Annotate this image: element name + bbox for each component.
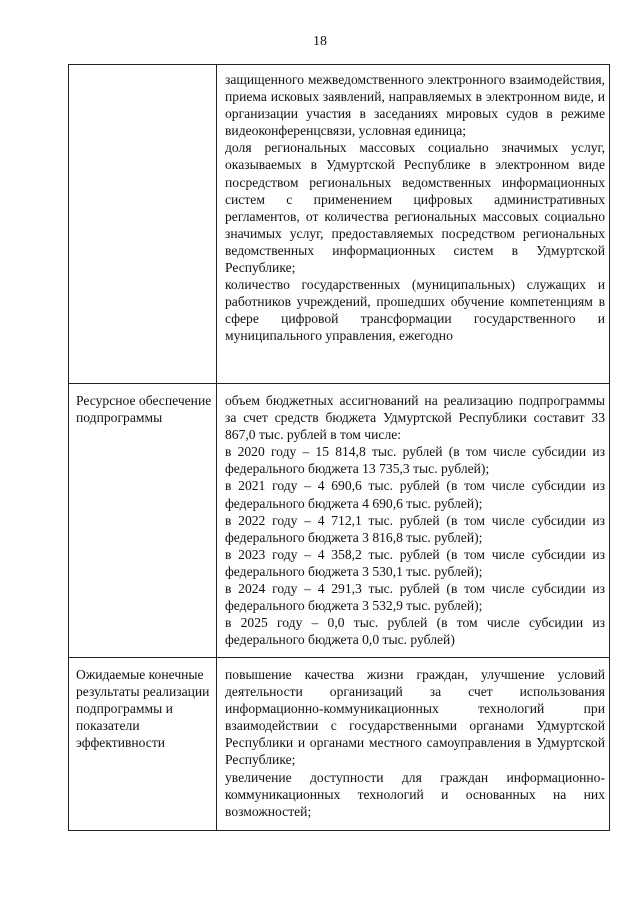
paragraph: в 2023 году – 4 358,2 тыс. рублей (в том числе субсидии из федерального бюджета 3 530,1 тыс. рублей); (225, 546, 605, 579)
row-label-empty (69, 65, 217, 384)
row-content (217, 658, 610, 831)
paragraph: объем бюджетных ассигнований на реализацию подпрограммы за счет средств бюджета Удмуртской Республики составит 33 867,0 тыс. рублей в том числе: (225, 393, 605, 443)
paragraph: в 2022 году – 4 712,1 тыс. рублей (в том числе субсидии из федерального бюджета 3 816,8 тыс. рублей); (225, 512, 605, 545)
paragraph: повышение качества жизни граждан, улучшение условий деятельности организаций за счет использования информационно-коммуникационных технологий при взаимодействии с государственными органами Удмуртской Республики и органами местного самоуправления в Удмуртской Республике; (225, 667, 605, 768)
paragraph: защищенного межведомственного электронного взаимодействия, приема исковых заявлений, направляемых в электронном виде, и организации участия в заседаниях мировых судов в режиме видеоконференцсвязи, условная единица; (225, 72, 605, 139)
table-row (69, 65, 610, 384)
paragraph: увеличение доступности для граждан информационно-коммуникационных технологий и основанных на них возможностей; (225, 769, 605, 819)
table-row (69, 384, 610, 658)
row-content (217, 65, 610, 384)
paragraph: в 2020 году – 15 814,8 тыс. рублей (в том числе субсидии из федерального бюджета 13 735,3 тыс. рублей); (225, 444, 605, 477)
page-number: 18 (313, 34, 327, 49)
table-row (69, 658, 610, 831)
row-content (217, 384, 610, 658)
paragraph: в 2024 году – 4 291,3 тыс. рублей (в том числе субсидии из федерального бюджета 3 532,9 тыс. рублей); (225, 581, 605, 614)
paragraph: количество государственных (муниципальных) служащих и работников учреждений, прошедших обучение компетенциям в сфере цифровой трансформации государственного и муниципального управления, ежегодно (225, 277, 605, 344)
paragraph: в 2025 году – 0,0 тыс. рублей (в том числе субсидии из федерального бюджета 0,0 тыс. рублей) (225, 615, 605, 648)
paragraph: доля региональных массовых социально значимых услуг, оказываемых в Удмуртской Республике в электронном виде посредством региональных ведомственных информационных систем с применением цифровых административных регламентов, от количества региональных массовых социально значимых услуг, предоставляемых посредством региональных ведомственных информационных систем в Удмуртской Республике; (225, 140, 605, 276)
passport-table (68, 64, 610, 831)
row-label-resources: Ресурсное обеспечение подпрограммы (69, 384, 217, 658)
row-label-results: Ожидаемые конечные результаты реализации подпрограммы и показатели эффективности (69, 658, 217, 831)
paragraph: в 2021 году – 4 690,6 тыс. рублей (в том числе субсидии из федерального бюджета 4 690,6 тыс. рублей); (225, 478, 605, 511)
